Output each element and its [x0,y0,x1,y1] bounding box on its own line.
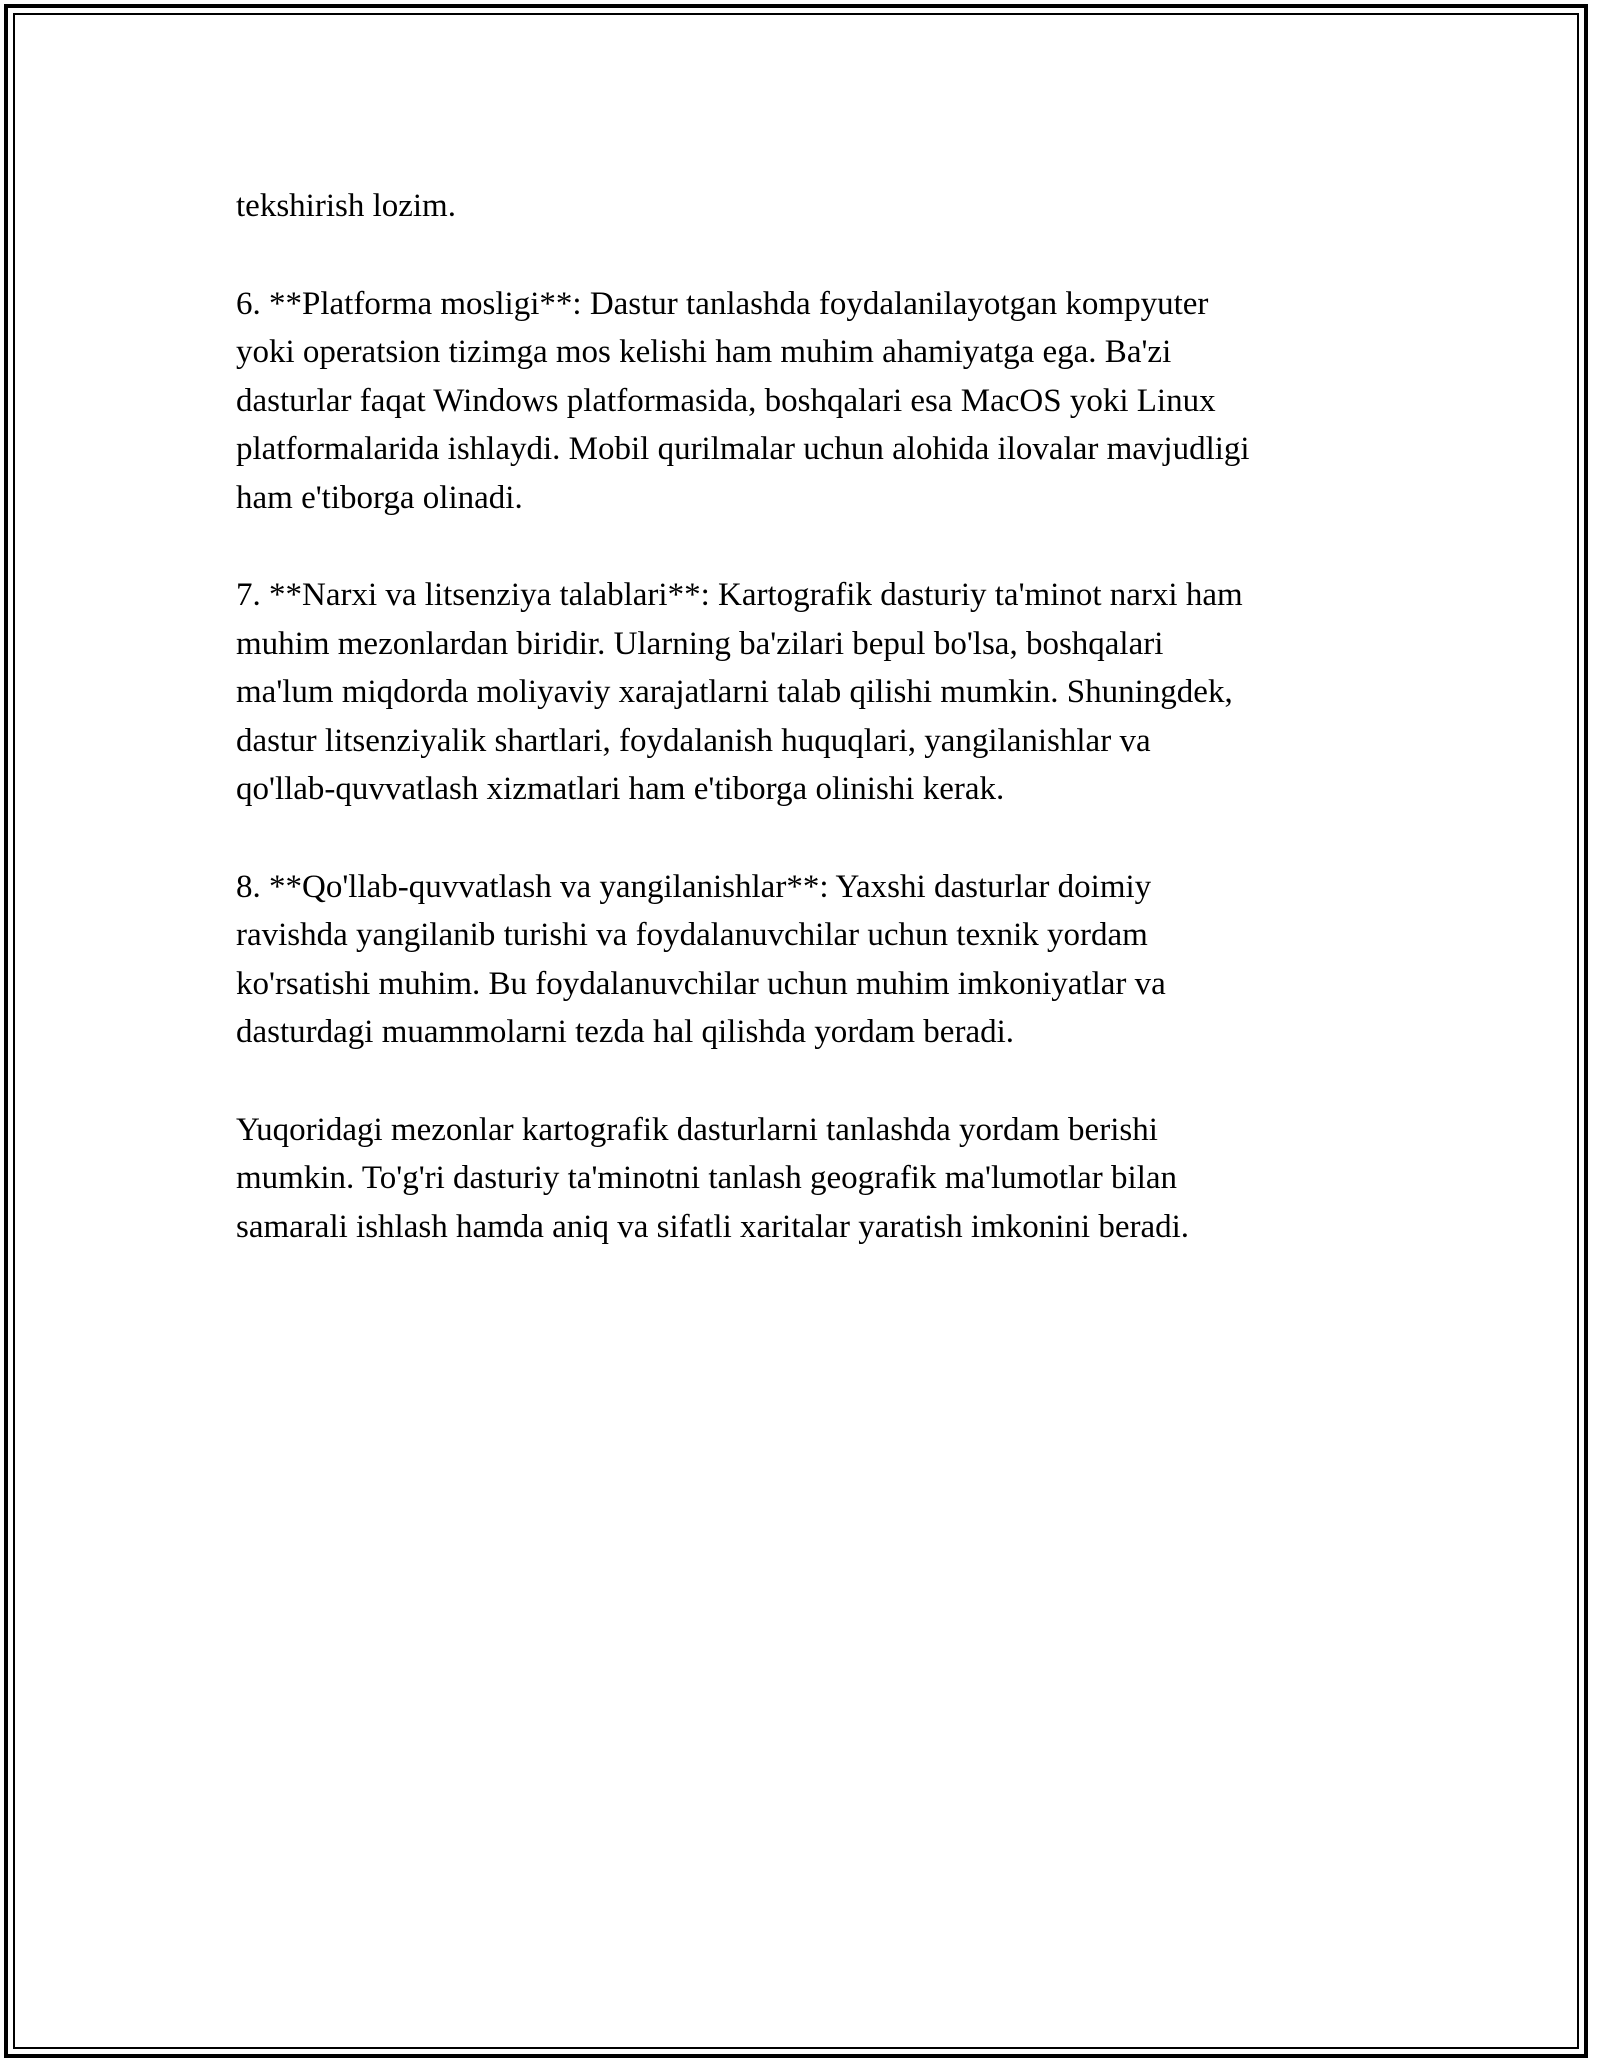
paragraph-conclusion: Yuqoridagi mezonlar kartografik dasturlarni tanlashda yordam berishi mumkin. To'g'ri dasturiy ta'minotni tanlash geografik ma'lumotlar bilan samarali ishlash hamda aniq va sifatli xaritalar yaratish imkonini beradi. [236,1111,1190,1245]
paragraph-price-license: 7. **Narxi va litsenziya talablari**: Kartografik dasturiy ta'minot narxi ham muhim mezonlardan biridir. Ularning ba'zilari bepul bo'lsa, boshqalari ma'lum miqdorda moliyaviy xarajatlarni talab qilishi mumkin. Shuningdek, dastur litsenziyalik shartlari, foydalanish huquqlari, yangilanishlar va qo'llab-quvvatlash xizmatlari ham e'tiborga olinishi kerak. [236,577,1243,807]
paragraph-continuation: tekshirish lozim. [236,188,456,224]
paragraph-platform-compatibility: 6. **Platforma mosligi**: Dastur tanlashda foydalanilayotgan kompyuter yoki operatsion tizimga mos kelishi ham muhim ahamiyatga ega. Ba'zi dasturlar faqat Windows platformasida, boshqalari esa MacOS yoki Linux platformalarida ishlaydi. Mobil qurilmalar uchun alohida ilovalar mavjudligi ham e'tiborga olinadi. [236,285,1250,516]
document-body [236,182,1386,1300]
paragraph-support-updates: 8. **Qo'llab-quvvatlash va yangilanishlar**: Yaxshi dasturlar doimiy ravishda yangilanib turishi va foydalanuvchilar uchun texnik yordam ko'rsatishi muhim. Bu foydalanuvchilar uchun muhim imkoniyatlar va dasturdagi muammolarni tezda hal qilishda yordam beradi. [236,868,1166,1050]
